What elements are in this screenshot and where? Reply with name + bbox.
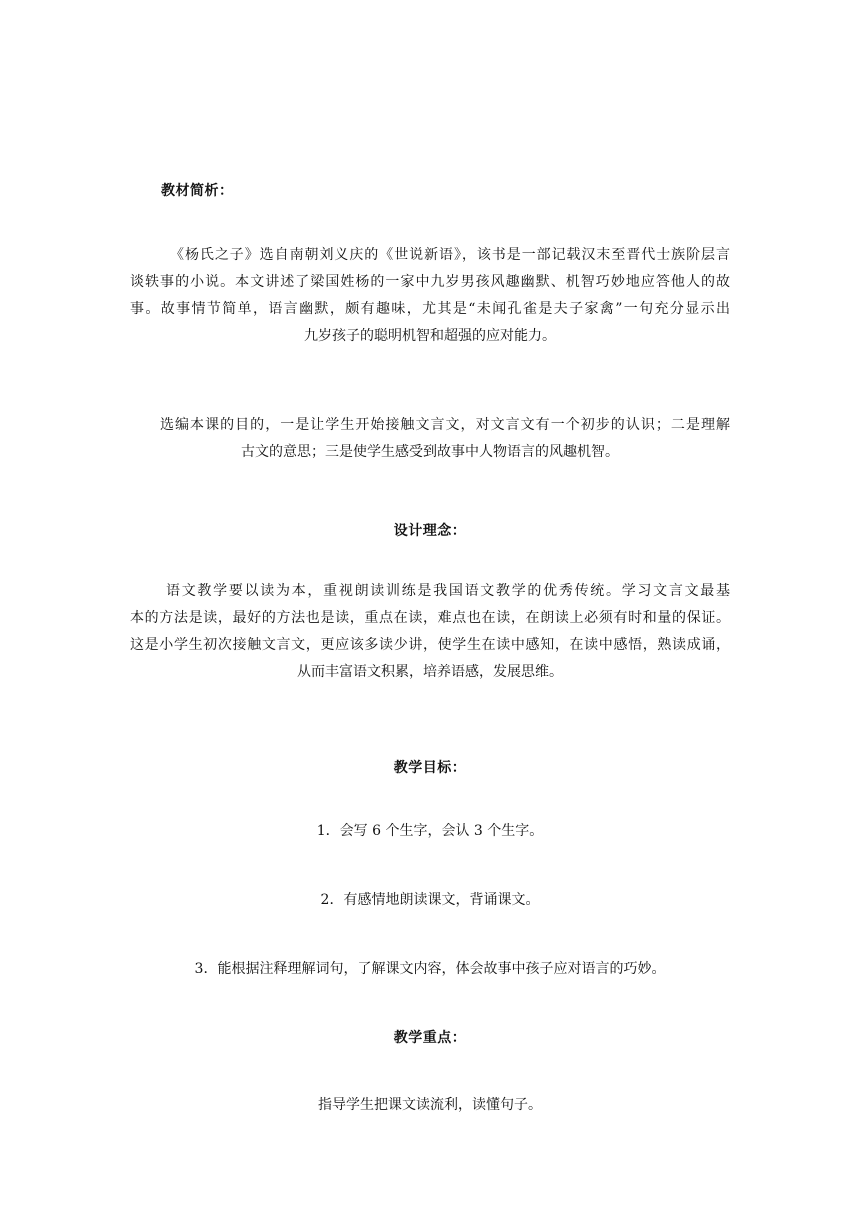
paragraph-line: 九岁孩子的聪明机智和超强的应对能力。: [304, 328, 556, 344]
section-heading-sheji: 设计理念：: [393, 523, 467, 539]
paragraph-line: 《杨氏之子》选自南朝刘义庆的《世说新语》，该书是一部记载汉末至晋代士族阶层言: [170, 247, 730, 263]
paragraph-jiaocai-intro: [130, 242, 730, 350]
section-heading-zhongdian: 教学重点：: [393, 1030, 467, 1046]
objective-item-2: 2．有感情地朗读课文，背诵课文。: [320, 892, 540, 908]
paragraph-jiaocai-purpose: [130, 412, 730, 466]
paragraph-line: 事。故事情节简单，语言幽默，颇有趣味，尤其是“未闻孔雀是夫子家禽”一句充分显示出: [130, 301, 730, 317]
paragraph-line: 这是小学生初次接触文言文，更应该多读少讲，使学生在读中感知，在读中感悟，熟读成诵，: [130, 637, 730, 653]
objective-item-3: 3．能根据注释理解词句，了解课文内容，体会故事中孩子应对语言的巧妙。: [194, 961, 666, 977]
paragraph-line: 本的方法是读，最好的方法也是读，重点在读，难点也在读，在朗读上必须有时和量的保证。: [130, 610, 730, 626]
objective-item-1: 1．会写 6 个生字，会认 3 个生字。: [316, 823, 544, 839]
section-heading-jiaocai: 教材简析：: [161, 183, 234, 199]
paragraph-sheji: [130, 578, 730, 686]
key-point-text: 指导学生把课文读流利，读懂句子。: [318, 1097, 542, 1113]
paragraph-line: 从而丰富语文积累，培养语感，发展思维。: [297, 664, 563, 680]
section-heading-mubiao: 教学目标：: [393, 760, 467, 776]
paragraph-line: 谈轶事的小说。本文讲述了梁国姓杨的一家中九岁男孩风趣幽默、机智巧妙地应答他人的故: [130, 274, 730, 290]
paragraph-line: 古文的意思；三是使学生感受到故事中人物语言的风趣机智。: [241, 444, 619, 460]
paragraph-line: 选编本课的目的，一是让学生开始接触文言文，对文言文有一个初步的认识；二是理解: [160, 417, 730, 433]
paragraph-line: 语文教学要以读为本，重视朗读训练是我国语文教学的优秀传统。学习文言文最基: [166, 583, 730, 599]
